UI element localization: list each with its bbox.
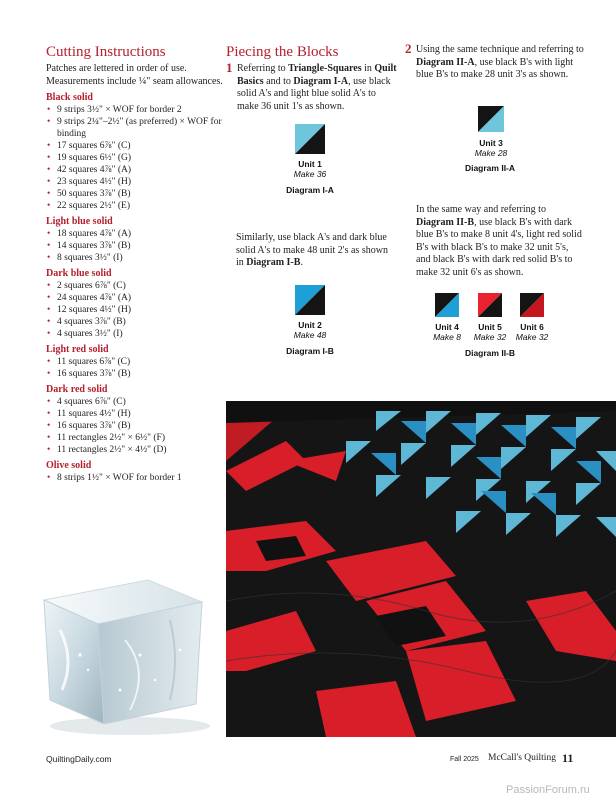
cutting-item: • 2 squares 6⅞" (C): [46, 280, 224, 292]
cutting-group-title: Light red solid: [46, 344, 109, 355]
footer-site: QuiltingDaily.com: [46, 754, 112, 764]
cutting-item: • 16 squares 3⅞" (B): [46, 368, 224, 380]
unit4-label: Unit 4: [435, 322, 459, 332]
piecing-title: Piecing the Blocks: [226, 44, 339, 60]
unit2-caption: [272, 320, 348, 340]
watermark: PassionForum.ru: [506, 784, 590, 796]
unit2-make: Make 48: [293, 330, 327, 340]
cutting-item: • 11 squares 4½" (H): [46, 408, 224, 420]
cutting-item: • 4 squares 6⅞" (C): [46, 396, 224, 408]
footer-magazine: McCall's Quilting: [488, 753, 556, 763]
diagram-ib-label: Diagram I-B: [286, 346, 334, 356]
cutting-item: • 42 squares 4⅞" (A): [46, 164, 224, 176]
unit5-make: Make 32: [473, 332, 507, 342]
cutting-group-title: Light blue solid: [46, 216, 113, 227]
unit3-label: Unit 3: [479, 138, 503, 148]
cutting-item: • 8 strips 1½" × WOF for border 1: [46, 472, 224, 484]
unit6-square: [520, 293, 544, 317]
piecing-section: [226, 44, 398, 113]
cutting-item: • 4 squares 3⅞" (B): [46, 316, 224, 328]
cutting-item: • 16 squares 3⅞" (B): [46, 420, 224, 432]
quilt-photo: [226, 401, 616, 737]
unit6-make: Make 32: [515, 332, 549, 342]
diagram-iib-label: Diagram II-B: [464, 348, 516, 358]
cutting-item: • 9 strips 2¼"–2½" (as preferred) × WOF for binding: [46, 116, 224, 140]
cutting-item: • 8 squares 3½" (I): [46, 252, 224, 264]
cutting-list: [46, 396, 224, 456]
cutting-list: [46, 228, 224, 264]
diagram-iia-label: Diagram II-A: [464, 163, 516, 173]
cutting-item: • 22 squares 2½" (E): [46, 200, 224, 212]
step2-text: 2 Using the same technique and referring to Diagram II-A, use black B's with light blue B's to make 28 unit 3's as shown.: [405, 41, 584, 80]
unit5-square: [478, 293, 502, 317]
unit2-square: [295, 285, 325, 315]
cutting-group-title: Black solid: [46, 92, 93, 103]
diagram-ia-label: Diagram I-A: [286, 185, 334, 195]
footer-issue: Fall 2025: [450, 756, 479, 763]
unit1-make: Make 36: [293, 169, 327, 179]
ice-cube-image: [30, 560, 216, 740]
cutting-item: • 50 squares 3⅞" (B): [46, 188, 224, 200]
cutting-title: Cutting Instructions: [46, 44, 166, 60]
cutting-list: [46, 104, 224, 212]
similar-text: Similarly, use black A's and dark blue solid A's to make 48 unit 2's as shown in Diagram I-B.: [236, 232, 388, 268]
unit4-make: Make 8: [433, 332, 461, 342]
cutting-group-title: Olive solid: [46, 460, 92, 471]
cutting-list: [46, 472, 224, 484]
cutting-group-title: Dark blue solid: [46, 268, 112, 279]
unit1-square: [295, 124, 325, 154]
cutting-item: • 11 rectangles 2½" × 6½" (F): [46, 432, 224, 444]
unit3-square: [478, 106, 504, 132]
unit3-caption: [453, 138, 529, 158]
cutting-intro: Patches are lettered in order of use. Measurements include ¼" seam allowances.: [46, 63, 223, 87]
cutting-item: • 12 squares 4½" (H): [46, 304, 224, 316]
unit5-label: Unit 5: [478, 322, 502, 332]
unit6-label: Unit 6: [520, 322, 544, 332]
unit6-caption: [507, 322, 557, 342]
cutting-item: • 17 squares 6⅞" (C): [46, 140, 224, 152]
unit1-caption: [272, 159, 348, 179]
step1-text: 1 Referring to Triangle-Squares in Quilt Basics and to Diagram I-A, use black solid A's and light blue solid A's to make 36 unit 1's as shown.: [226, 60, 397, 112]
unit1-label: Unit 1: [298, 159, 322, 169]
cutting-item: • 11 squares 6⅞" (C): [46, 356, 224, 368]
cutting-item: • 11 rectangles 2½" × 4½" (D): [46, 444, 224, 456]
cutting-item: • 24 squares 4⅞" (A): [46, 292, 224, 304]
cutting-section: [46, 44, 224, 484]
cutting-item: • 9 strips 3½" × WOF for border 2: [46, 104, 224, 116]
cutting-item: • 18 squares 4⅞" (A): [46, 228, 224, 240]
cutting-list: [46, 356, 224, 380]
cutting-groups: [46, 92, 224, 484]
step1-number: 1: [226, 60, 233, 75]
cutting-list: [46, 280, 224, 340]
page-number: 11: [562, 751, 574, 765]
cutting-item: • 23 squares 4½" (H): [46, 176, 224, 188]
cutting-item: • 14 squares 3⅞" (B): [46, 240, 224, 252]
unit2-label: Unit 2: [298, 320, 322, 330]
unit4-square: [435, 293, 459, 317]
cutting-group-title: Dark red solid: [46, 384, 108, 395]
cutting-item: • 19 squares 6½" (G): [46, 152, 224, 164]
unit3-make: Make 28: [474, 148, 508, 158]
step2b-text: In the same way and referring to Diagram II-B, use black B's with dark blue B's to make 8 unit 4's, light red solid B's with black B's to make 32 unit 5's, and black B's with dark red solid B's to make 32 unit 6's as shown.: [416, 204, 582, 278]
step2-number: 2: [405, 41, 412, 56]
cutting-item: • 4 squares 3½" (I): [46, 328, 224, 340]
